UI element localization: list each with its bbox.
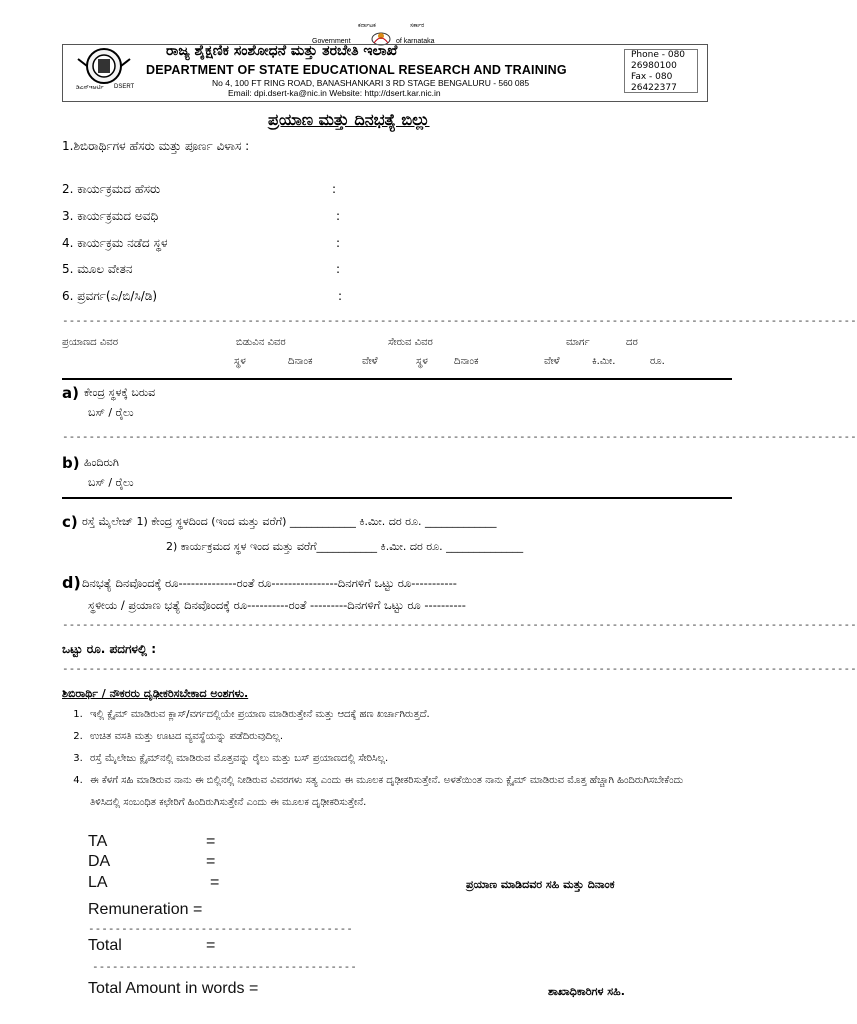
declaration-list (62, 704, 766, 814)
dashed-divider: ---------------------------------------- (92, 960, 357, 973)
field-category: 6. ಪ್ರವರ್ಗ(ಎ/ಬಿ/ಸಿ/ಡಿ) (62, 289, 158, 303)
th-fare: ದರ (626, 337, 638, 348)
row-b-marker: b) (62, 454, 80, 472)
phone-label: Phone - 080 (631, 50, 686, 60)
dept-address: No 4, 100 FT RING ROAD, BANASHANKARI 3 RD STAGE BENGALURU - 560 085 (212, 78, 530, 88)
declaration-item: 1. ಇಲ್ಲಿ ಕ್ಲೈಮ್ ಮಾಡಿರುವ ಕ್ಲಾಸ್/ವರ್ಗದಲ್ಲಿಯೇ ಪ್ರಯಾಣ ಮಾಡಿರುತ್ತೇನೆ ಮತ್ತು ಆದಕ್ಕೆ ಹಣ ಖರ್ಚಾಗಿರುತ್ತದೆ. (86, 704, 766, 726)
field-program-venue: 4. ಕಾರ್ಯಕ್ರಮ ನಡೆದ ಸ್ಥಳ (62, 236, 168, 250)
phone-fax-box (624, 49, 698, 93)
dashed-divider: ---------------------------------------- (88, 922, 353, 935)
field-colon: : (336, 262, 341, 276)
dept-en-title: DEPARTMENT OF STATE EDUCATIONAL RESEARCH AND TRAINING (146, 63, 567, 77)
phone-number: 26980100 (631, 61, 677, 71)
of-karnataka-label: of karnataka (396, 38, 435, 45)
government-label: Government (312, 38, 351, 45)
total-equals: = (206, 937, 216, 954)
da-label: DA (88, 853, 111, 870)
govt-kn-label: ಸರ್ಕಾರ (410, 22, 425, 29)
fax-label: Fax - 080 (631, 72, 673, 82)
dashed-divider: ------------------------------------------------------------------------------------------------------------------------ (62, 618, 857, 631)
table-rule (62, 497, 732, 499)
th-km: ಕಿ.ಮೀ. (592, 356, 616, 367)
state-kn-label: ಕರ್ನಾಟಕ (358, 22, 376, 29)
th-time: ವೇಳೆ (544, 356, 560, 367)
dept-contact: Email: dpi.dsert-ka@nic.in Website: http://dsert.kar.nic.in (228, 88, 441, 98)
table-rule (62, 378, 732, 380)
dashed-divider: ------------------------------------------------------------------------------------------------------------------------ (62, 314, 857, 327)
dashed-divider: ------------------------------------------------------------------------------------------------------------------------ (62, 662, 857, 675)
row-d-marker: d) (62, 573, 81, 592)
ta-label: TA (88, 833, 108, 850)
remuneration-label: Remuneration = (88, 901, 203, 918)
declaration-item: 4. ಈ ಕೆಳಗೆ ಸಹಿ ಮಾಡಿರುವ ನಾನು ಈ ಬಿಲ್ಲಿನಲ್ಲಿ ನೀಡಿರುವ ವಿವರಗಳು ಸತ್ಯ ಎಂದು ಈ ಮೂಲಕ ದೃಢೀಕರಿಸುತ್ತೇನೆ. ಅಳತೆಯಿಂತ ನಾನು ಕ್ಲೈಮ್ ಮಾಡಿರುವ ಮೊತ್ತ ಹೆಚ್ಚಾಗಿ ಹಿಂದಿರುಗಿಸಬೇಕೆಂದು ತಿಳಿಸಿದಲ್ಲಿ ಸಂಬಂಧಿತ ಕಛೇರಿಗೆ ಹಿಂದಿರುಗಿಸುತ್ತೇನೆ ಎಂದು ಈ ಮೂಲಕ ದೃಢೀಕರಿಸುತ್ತೇನೆ. (86, 770, 710, 814)
logo-en-text: DSERT (114, 84, 135, 90)
field-colon: : (338, 289, 343, 303)
row-a-marker: a) (62, 384, 79, 402)
field-program-name: 2. ಕಾರ್ಯಕ್ರಮದ ಹೆಸರು (62, 182, 161, 196)
th-arrival: ಸೇರುವ ವಿವರ (388, 337, 433, 348)
total-amount-words-label: Total Amount in words = (88, 980, 259, 997)
dsert-emblem-icon (68, 47, 140, 85)
notes-title: ಶಿಬಿರಾರ್ಥಿ / ನೌಕರರು ದೃಢೀಕರಿಸಬೇಕಾದ ಅಂಶಗಳು. (62, 687, 249, 700)
da-equals: = (206, 853, 216, 870)
declaration-item: 3. ರಸ್ತೆ ಮೈಲೇಜು ಕ್ಲೈಮ್‌ನಲ್ಲಿ ಮಾಡಿರುವ ಮೊತ್ತವನ್ನು ರೈಲು ಮತ್ತು ಬಸ್ ಪ್ರಯಾಣದಲ್ಲಿ ಸೇರಿಸಿಲ್ಲ. (86, 748, 766, 770)
th-date: ದಿನಾಂಕ (288, 356, 313, 367)
row-b-text: ಹಿಂದಿರುಗಿ (84, 456, 119, 469)
head-signature-label: ಶಾಖಾಧಿಕಾರಿಗಳ ಸಹಿ. (548, 985, 625, 998)
th-time: ವೇಳೆ (362, 356, 378, 367)
total-label: Total (88, 937, 122, 954)
traveler-signature-label: ಪ್ರಯಾಣ ಮಾಡಿದವರ ಸಹಿ ಮತ್ತು ದಿನಾಂಕ (466, 878, 615, 891)
row-c-marker: c) (62, 513, 78, 531)
row-d-line2: ಸ್ಥಳೀಯ / ಪ್ರಯಾಣ ಭತ್ಯೆ ದಿನವೊಂದಕ್ಕೆ ರೂ----------ರಂತೆ ---------ದಿನಗಳಿಗೆ ಒಟ್ಟು ರೂ ---------- (88, 598, 466, 612)
field-colon: : (336, 236, 341, 250)
la-equals: = (210, 874, 220, 891)
row-d-line1: ದಿನಭತ್ಯೆ ದಿನವೊಂದಕ್ಕೆ ರೂ--------------ರಂತೆ ರೂ----------------ದಿನಗಳಿಗೆ ಒಟ್ಟು ರೂ----------- (82, 576, 457, 590)
row-c-line1: ರಸ್ತೆ ಮೈಲೇಜ್ 1) ಕೇಂದ್ರ ಸ್ಥಳದಿಂದ (ಇಂದ ಮತ್ತು ವರೆಗೆ) ____________ ಕಿ.ಮೀ. ದರ ರೂ. _____________ (82, 515, 497, 528)
dashed-divider: ------------------------------------------------------------------------------------------------------------------------ (62, 430, 857, 443)
th-journey: ಪ್ರಯಾಣದ ವಿವರ (62, 337, 118, 348)
row-a-text: ಕೇಂದ್ರ ಸ್ಥಳಕ್ಕೆ ಬರುವ (84, 386, 156, 399)
th-mode: ಮಾರ್ಗ (566, 337, 590, 348)
ta-equals: = (206, 833, 216, 850)
la-label: LA (88, 874, 108, 891)
dept-kn-title: ರಾಜ್ಯ ಶೈಕ್ಷಣಿಕ ಸಂಶೋಧನೆ ಮತ್ತು ತರಬೇತಿ ಇಲಾಖೆ (166, 43, 398, 59)
total-in-words-kn: ಒಟ್ಟು ರೂ. ಪದಗಳಲ್ಲಿ : (62, 642, 156, 656)
page-title: ಪ್ರಯಾಣ ಮತ್ತು ದಿನಭತ್ಯೆ ಬಿಲ್ಲು (268, 110, 430, 129)
fax-number: 26422377 (631, 83, 677, 93)
th-place: ಸ್ಥಳ (416, 356, 428, 367)
th-rs: ರೂ. (650, 356, 665, 367)
row-a-mode: ಬಸ್ / ರೈಲು (88, 406, 134, 419)
row-b-mode: ಬಸ್ / ರೈಲು (88, 476, 134, 489)
declaration-item: 2. ಉಚಿತ ವಸತಿ ಮತ್ತು ಊಟದ ವ್ಯವಸ್ಥೆಯನ್ನು ಪಡೆದಿರುವುದಿಲ್ಲ. (86, 726, 766, 748)
th-place: ಸ್ಥಳ (234, 356, 246, 367)
row-c-line2: 2) ಕಾರ್ಯಕ್ರಮದ ಸ್ಥಳ ಇಂದ ಮತ್ತು ವರೆಗೆ___________ ಕಿ.ಮೀ. ದರ ರೂ. ______________ (166, 540, 524, 553)
field-participant-name: 1.ಶಿಬಿರಾರ್ಥಿಗಳ ಹೆಸರು ಮತ್ತು ಪೂರ್ಣ ವಿಳಾಸ : (62, 139, 250, 153)
field-colon: : (332, 182, 337, 196)
dsert-logo (68, 47, 140, 97)
field-colon: : (336, 209, 341, 223)
th-departure: ಬಿಡುವಿನ ವಿವರ (236, 337, 286, 348)
field-basic-pay: 5. ಮೂಲ ವೇತನ (62, 262, 133, 276)
field-program-duration: 3. ಕಾರ್ಯಕ್ರಮದ ಅವಧಿ (62, 209, 159, 223)
th-date: ದಿನಾಂಕ (454, 356, 479, 367)
logo-kn-text: ಡಿಎಸ್ಇಆರ್ಟಿ (76, 84, 104, 91)
